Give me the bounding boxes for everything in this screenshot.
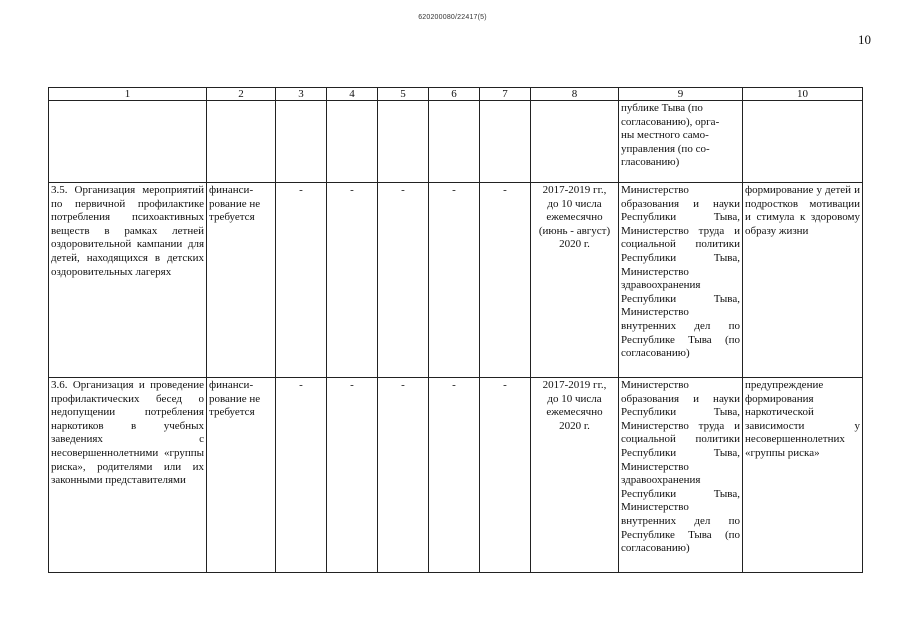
result-cell: предупреждение формирования наркотической зависимости у несовершеннолетних «группы риска» xyxy=(743,378,863,573)
empty-cell xyxy=(207,101,276,183)
document-id: 620200080/22417(5) xyxy=(418,14,487,21)
empty-cell xyxy=(429,101,480,183)
result-cell: формирование у детей и подростков мотивации и стимула к здоровому образу жизни xyxy=(743,183,863,378)
value-cell: - xyxy=(480,378,531,573)
measure-cell: 3.5. Организация мероприятий по первичной профилактике потребления психоактивных веществ в рамках летней оздоровительной кампании для детей, находящихся в детских оздоровительных лагерях xyxy=(49,183,207,378)
empty-cell xyxy=(480,101,531,183)
empty-cell xyxy=(531,101,619,183)
empty-cell xyxy=(378,101,429,183)
column-header: 3 xyxy=(276,88,327,101)
measures-table xyxy=(48,87,863,573)
empty-cell xyxy=(327,101,378,183)
column-header: 7 xyxy=(480,88,531,101)
responsible-cell: Министерство образования и науки Республики Тыва, Министерство труда и социальной политики Республики Тыва, Министерство здравоохранения Республики Тыва, Министерство внутренних дел по Республике Тыва (по согласованию) xyxy=(619,183,743,378)
table-row xyxy=(49,183,863,378)
column-header: 9 xyxy=(619,88,743,101)
value-cell: - xyxy=(378,183,429,378)
column-header: 6 xyxy=(429,88,480,101)
empty-cell xyxy=(743,101,863,183)
empty-cell xyxy=(49,101,207,183)
value-cell: - xyxy=(429,183,480,378)
financing-cell: финанси- рование не требуется xyxy=(207,378,276,573)
value-cell: - xyxy=(378,378,429,573)
value-cell: - xyxy=(276,183,327,378)
table-row xyxy=(49,378,863,573)
table-row-continuation xyxy=(49,101,863,183)
value-cell: - xyxy=(327,183,378,378)
value-cell: - xyxy=(480,183,531,378)
table-header-row xyxy=(49,88,863,101)
measure-cell: 3.6. Организация и проведение профилактических бесед о недопущении потребления наркотиков в учебных заведениях с несовершеннолетними «группы риска», родителями или их законными представителями xyxy=(49,378,207,573)
column-header: 10 xyxy=(743,88,863,101)
responsible-cell: Министерство образования и науки Республики Тыва, Министерство труда и социальной политики Республики Тыва, Министерство здравоохранения Республики Тыва, Министерство внутренних дел по Республике Тыва (по согласованию) xyxy=(619,378,743,573)
deadline-cell: 2017-2019 гг., до 10 числа ежемесячно 2020 г. xyxy=(531,378,619,573)
financing-cell: финанси- рование не требуется xyxy=(207,183,276,378)
responsible-cell: публике Тыва (по согласованию), орга- ны местного само- управления (по со- гласованию) xyxy=(619,101,743,183)
column-header: 2 xyxy=(207,88,276,101)
value-cell: - xyxy=(429,378,480,573)
value-cell: - xyxy=(276,378,327,573)
column-header: 4 xyxy=(327,88,378,101)
page-number: 10 xyxy=(858,32,871,47)
column-header: 5 xyxy=(378,88,429,101)
deadline-cell: 2017-2019 гг., до 10 числа ежемесячно (июнь - август) 2020 г. xyxy=(531,183,619,378)
value-cell: - xyxy=(327,378,378,573)
empty-cell xyxy=(276,101,327,183)
column-header: 8 xyxy=(531,88,619,101)
column-header: 1 xyxy=(49,88,207,101)
